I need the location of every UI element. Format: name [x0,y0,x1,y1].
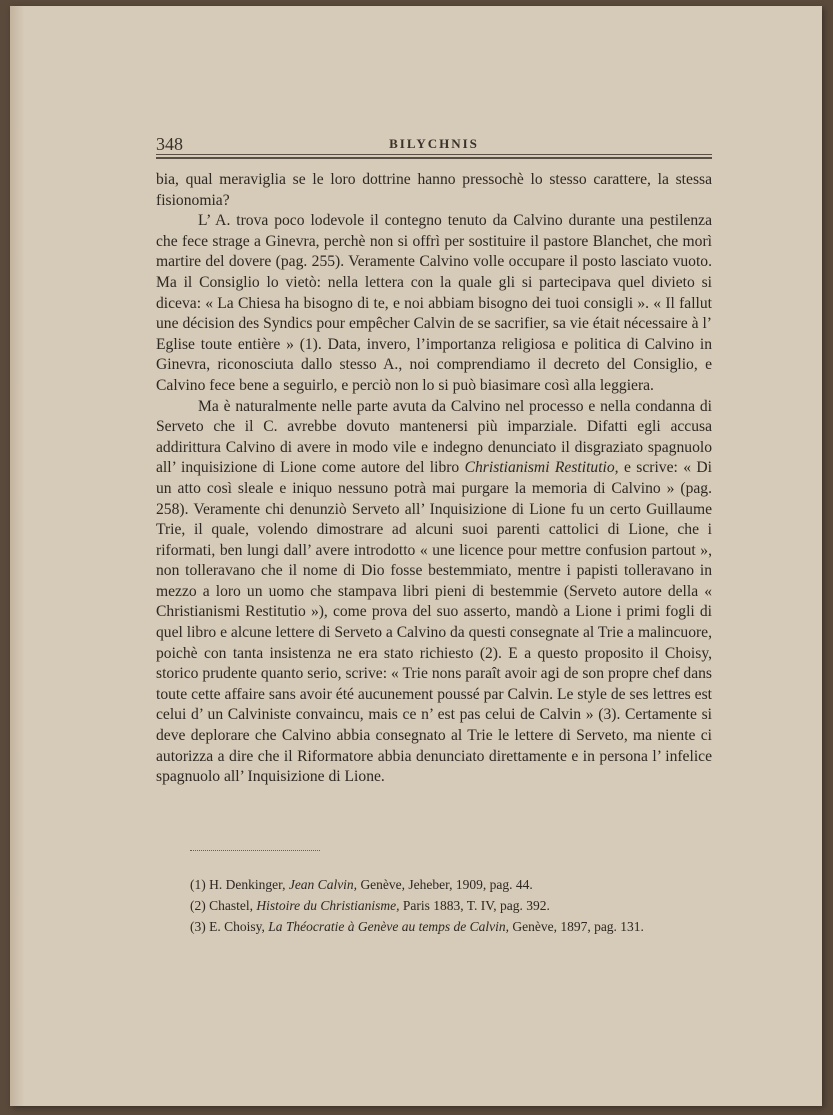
footnote-title: Histoire du Christianisme, [256,898,400,913]
footnote [190,916,720,937]
main-text [156,170,712,788]
page-number: 348 [156,134,183,154]
footnote-number: (2) [190,898,206,913]
footnote-separator [190,850,320,851]
paragraph: bia, qual meraviglia se le loro dottrine hanno pressochè lo stesso carattere, la stessa fisionomia? [156,171,712,209]
footnote-details: Paris 1883, T. IV, pag. 392. [402,898,550,913]
book-title: Christianismi Restitutio, [464,459,619,477]
page-edge-shadow [10,6,24,1106]
paragraph [156,397,712,788]
paragraph: L’ A. trova poco lodevole il contegno tenuto da Calvino durante una pestilenza che fece strage a Ginevra, perchè non si offrì per sostituire il pastore Blanchet, che morì martire del dovere (pag. 255). Veramente Calvino volle occupare il posto lasciato vuoto. Ma il Consiglio lo vietò: nella lettera con la quale gli si partecipava quel divieto si diceva: « La Chiesa ha bisogno di te, e noi abbiam bisogno dei tuoi consigli ». « Il fallut une décision des Syndics pour empêcher Calvin de se sacrifier, sa vie était nécessaire à l’ Eglise toute entière » (1). Data, invero, l’importanza religiosa e politica di Calvino in Ginevra, riconosciuta dallo stesso A., noi comprendiamo il decreto del Consiglio, e Calvino fece bene a seguirlo, e perciò non lo si può biasimare così alla leggiera. [156,212,712,394]
running-head [156,134,712,154]
header-rule [156,154,712,155]
footnote-title: La Théocratie à Genève au temps de Calvin, [268,919,509,934]
footnote-details: Genève, 1897, pag. 131. [512,919,644,934]
paragraph-text: Ma è naturalmente nelle parte avuta da Calvino nel processo e nella condanna di Serveto che il C. avrebbe dovuto mantenersi più imparziale. Difatti egli accusa addirittura Calvino di avere in modo vile e indegno denunciato il disgraziato spagnuolo all’ inquisizione di Lione come autore del libro [156,397,712,477]
footnote-details: Genève, Jeheber, 1909, pag. 44. [360,877,533,892]
footnote [190,895,720,916]
footnote [190,874,720,895]
footnotes [190,874,720,937]
footnote-author: E. Choisy, [209,919,265,934]
footnote-title: Jean Calvin, [288,877,358,892]
footnote-number: (1) [190,877,206,892]
footnote-number: (3) [190,919,206,934]
header-rule-thick [156,157,712,159]
paragraph-text: e scrive: « Di un atto così sleale e iniquo nessuno potrà mai purgare la memoria di Calvino » (pag. 258). Veramente chi denunziò Serveto all’ Inquisizione di Lione fu un certo Guillaume Trie, il quale, volendo dimostrare ad alcuni suoi parenti cattolici di Lione, che i riformati, ben lungi dall’ avere introdotto « une licence pour mettre confusion partout », non tolleravano che il nome di Dio fosse bestemmiato, mentre i papisti tolleravano in mezzo a loro un uomo che stampava libri pieni di bestemmie (Serveto autore della « Christianismi Restitutio »), come prova del suo asserto, mandò a Lione i primi fogli di quel libro e alcune lettere di Serveto a Calvino da questi consegnate al Trie a malincuore, poichè con tanta insistenza ne era stato richiesto (2). E a questo proposito il Choisy, storico prudente quanto serio, scrive: « Trie nons paraît avoir agi de son propre chef dans toute cette affaire sans avoir été aucunement poussé par Calvin. Le style de ses lettres est celui d’ un Calviniste convaincu, mais ce n’ est pas celui de Calvin » (3). Certamente si deve deplorare che Calvino abbia consegnato al Trie le lettere di Serveto, ma niente ci autorizza a dire che il Riformatore abbia denunciato direttamente e in persona l’ infelice spagnuolo all’ Inquisizione di Lione. [156,459,712,786]
journal-title: BILYCHNIS [389,136,479,151]
footnote-author: H. Denkinger, [209,877,286,892]
footnote-author: Chastel, [209,898,253,913]
